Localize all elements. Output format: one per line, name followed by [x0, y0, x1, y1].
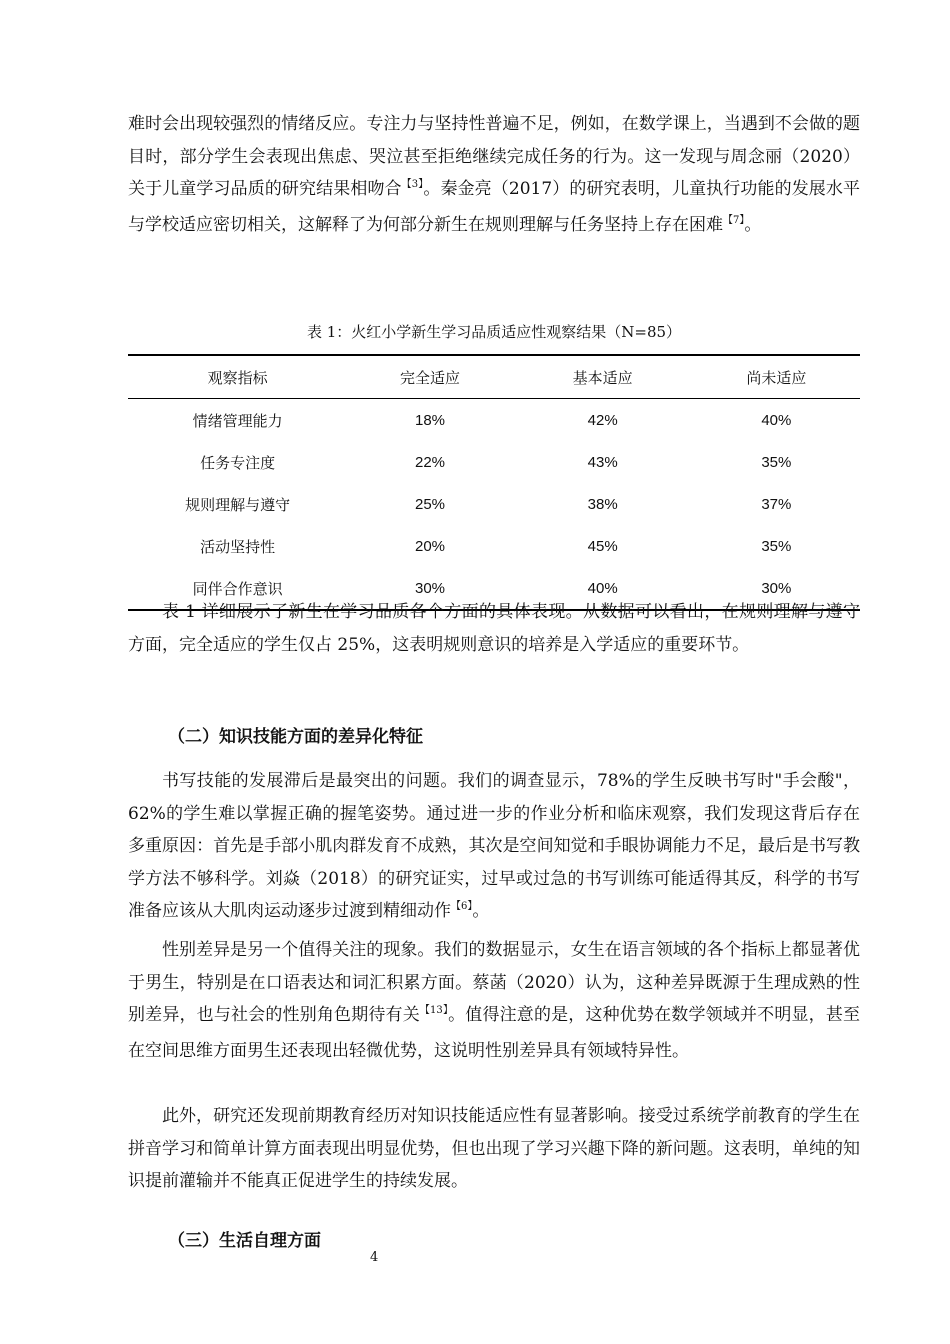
citation-ref: 【7】 — [723, 214, 745, 226]
table-cell-indicator: 情绪管理能力 — [192, 411, 283, 430]
table-row — [128, 525, 860, 567]
table-row — [128, 483, 860, 525]
table-cell-value: 45% — [587, 537, 618, 555]
table-cell-value: 30% — [761, 579, 792, 597]
paragraph-1-text-a: 难时会出现较强烈的情绪反应。专注力与坚持性普遍不足，例如，在数学课上，当遇到不会做的题目时，部分学生会表现出焦虑、哭泣甚至拒绝继续完成任务的行为。这一发现与周念丽（2020）关于儿童学习品质的研究结果相吻合 — [128, 114, 860, 199]
table-row — [128, 441, 860, 483]
table-cell-value: 40% — [587, 579, 618, 597]
paragraph-4-text-b: 。值得注意的是，这种优势在数学领域并不明显，甚至在空间思维方面男生还表现出轻微优势，这说明性别差异具有领域特异性。 — [128, 1005, 860, 1061]
table-header-cell: 完全适应 — [347, 355, 512, 399]
citation-ref: 【13】 — [419, 1005, 449, 1016]
paragraph-1-text-c: 。 — [744, 214, 762, 235]
citation-ref: 【6】 — [451, 901, 473, 912]
table-cell-indicator: 规则理解与遵守 — [185, 495, 291, 514]
table-cell-indicator: 同伴合作意识 — [192, 579, 283, 598]
paragraph-3-text-b: 。 — [472, 901, 490, 921]
table-cell-value: 42% — [587, 411, 618, 429]
table-caption: 表 1：火红小学新生学习品质适应性观察结果（N=85） — [306, 323, 682, 341]
section-heading-2: （二）知识技能方面的差异化特征 — [168, 727, 423, 747]
paragraph-5: 此外，研究还发现前期教育经历对知识技能适应性有显著影响。接受过系统学前教育的学生在拼音学习和简单计算方面表现出明显优势，但也出现了学习兴趣下降的新问题。这表明，单纯的知识提前灌输并不能真正促进学生的持续发展。 — [128, 1106, 860, 1191]
table-cell-value: 37% — [761, 495, 792, 513]
paragraph-4-text-a: 性别差异是另一个值得关注的现象。我们的数据显示，女生在语言领域的各个指标上都显著优于男生，特别是在口语表达和词汇积累方面。蔡菡（2020）认为，这种差异既源于生理成熟的性别差异，也与社会的性别角色期待有关 — [128, 940, 860, 1025]
table-cell-value: 35% — [761, 453, 792, 471]
table-cell-value: 40% — [761, 411, 792, 429]
table-cell-value: 25% — [414, 495, 446, 513]
table-header-row — [128, 355, 860, 399]
paragraph-1 — [128, 108, 860, 244]
table-header-cell: 基本适应 — [513, 355, 693, 399]
paragraph-4 — [128, 934, 860, 1067]
paragraph-1-text-b: 。秦金亮（2017）的研究表明，儿童执行功能的发展水平与学校适应密切相关，这解释了为何部分新生在规则理解与任务坚持上存在困难 — [128, 179, 861, 235]
table-cell-value: 43% — [587, 453, 618, 471]
paragraph-3 — [128, 765, 860, 931]
table-cell-indicator: 任务专注度 — [200, 453, 276, 472]
table-cell-value: 35% — [761, 537, 792, 555]
citation-ref: 【3】 — [401, 179, 424, 190]
section-heading-3: （三）生活自理方面 — [168, 1231, 321, 1251]
table-cell-value: 30% — [414, 579, 446, 597]
table-cell-value: 22% — [414, 453, 446, 471]
table-cell-value: 38% — [587, 495, 618, 513]
table-header-cell: 尚未适应 — [693, 355, 860, 399]
table-cell-indicator: 活动坚持性 — [200, 537, 276, 556]
page-number: 4 — [370, 1250, 379, 1265]
table-row — [128, 399, 860, 442]
table-header-cell: 观察指标 — [128, 355, 347, 399]
table-cell-value: 18% — [414, 411, 446, 429]
table-cell-value: 20% — [414, 537, 446, 555]
paragraph-3-text-a: 书写技能的发展滞后是最突出的问题。我们的调查显示，78%的学生反映书写时"手会酸"，62%的学生难以掌握正确的握笔姿势。通过进一步的作业分析和临床观察，我们发现这背后存在多重原因：首先是手部小肌肉群发育不成熟，其次是空间知觉和手眼协调能力不足，最后是书写教学方法不够科学。刘焱（2018）的研究证实，过早或过急的书写训练可能适得其反，科学的书写准备应该从大肌肉运动逐步过渡到精细动作 — [128, 771, 860, 921]
observation-table — [128, 354, 860, 611]
paragraph-2: 表 1 详细展示了新生在学习品质各个方面的具体表现。从数据可以看出，在规则理解与遵守方面，完全适应的学生仅占 25%，这表明规则意识的培养是入学适应的重要环节。 — [128, 602, 860, 655]
